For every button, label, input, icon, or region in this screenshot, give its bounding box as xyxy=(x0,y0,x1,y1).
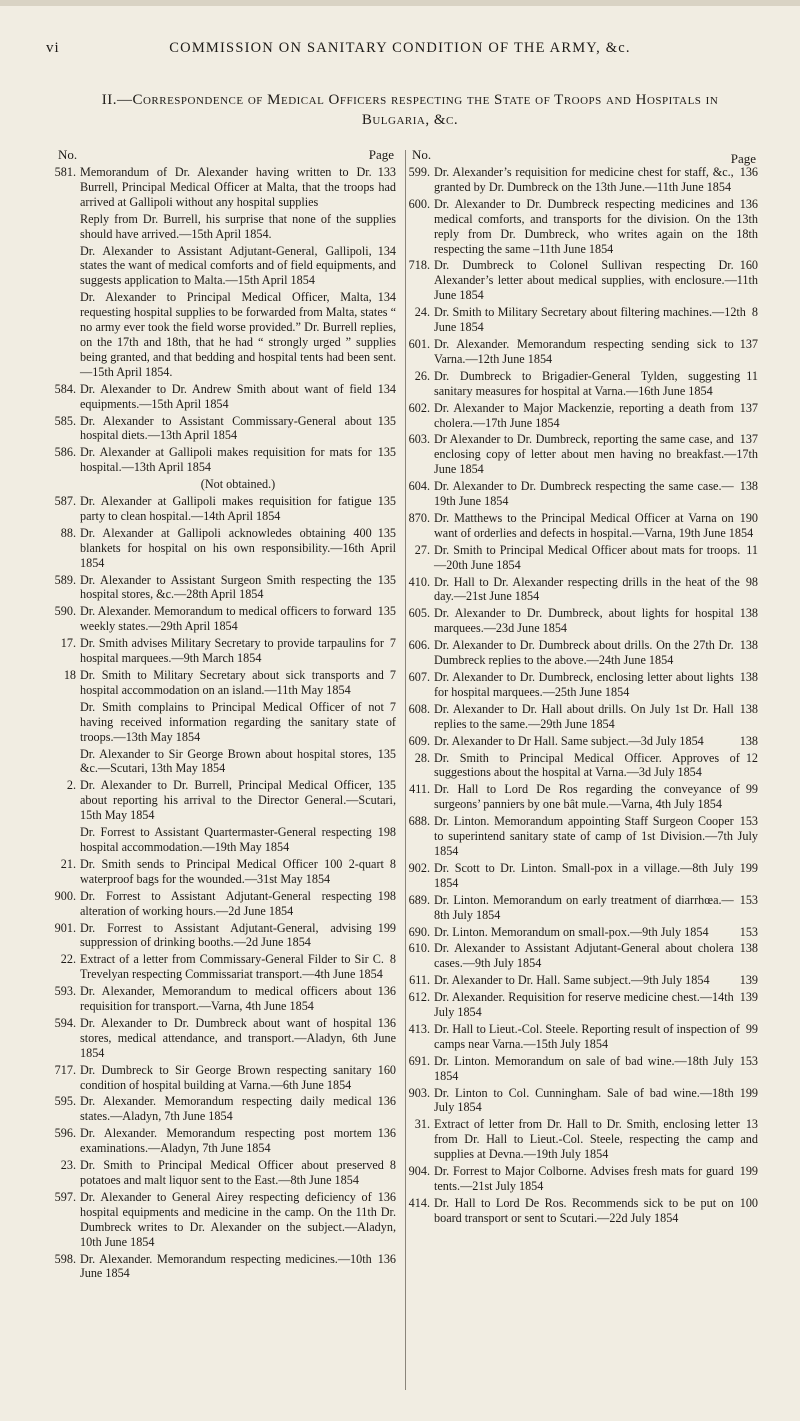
index-entry xyxy=(408,574,758,605)
entry-page-ref: 160 xyxy=(739,258,758,273)
entry-number: 605. xyxy=(408,606,430,621)
entry-text: Dr. Alexander at Gallipoli makes requisition for fatigue party to clean hospital.—14th April 1854 xyxy=(80,494,372,523)
entry-number: 587. xyxy=(54,494,76,509)
entry-text: Dr. Alexander. Requisition for reserve medicine chest.—14th July 1854 xyxy=(434,990,734,1020)
entry-text: Dr. Alexander to Sir George Brown about hospital stores, &c.—Scutari, 13th May 1854 xyxy=(80,746,372,776)
section-title-line1: II.—Correspondence of Medical Officers respecting the State of Troops and Hospitals in xyxy=(101,92,719,108)
page-edge xyxy=(0,0,800,6)
index-entry xyxy=(408,638,758,668)
index-entry xyxy=(54,165,396,210)
entry-number: 26. xyxy=(414,368,430,383)
index-entry xyxy=(408,400,758,431)
entry-number: 590. xyxy=(54,604,76,619)
entry-page-ref: 137 xyxy=(739,400,758,415)
entry-page-ref: 139 xyxy=(739,990,758,1005)
index-entry xyxy=(54,494,396,524)
entry-text: Dr. Alexander to Assistant Commissary-General about hospital diets.—13th April 1854 xyxy=(80,413,372,443)
entry-page-ref: 136 xyxy=(377,1126,396,1141)
index-entry xyxy=(408,924,758,940)
index-entry xyxy=(58,526,396,571)
entry-page-ref: 135 xyxy=(377,604,396,619)
entry-page-ref: 153 xyxy=(739,892,758,907)
entry-page-ref: 138 xyxy=(739,941,758,956)
entry-text: Dr. Linton. Memorandum on early treatment of diarrhœa.—8th July 1854 xyxy=(434,892,734,922)
entry-number: 611. xyxy=(409,973,430,988)
index-entry xyxy=(58,700,396,745)
entry-page-ref: 199 xyxy=(739,1085,758,1100)
entry-text: Dr. Forrest to Major Colborne. Advises fresh mats for guard tents.—21st July 1854 xyxy=(434,1164,734,1193)
index-entry xyxy=(54,888,396,919)
entry-page-ref: 137 xyxy=(739,336,758,351)
entry-number: 606. xyxy=(408,638,430,653)
entry-number: 594. xyxy=(54,1015,76,1030)
entry-text: Dr. Hall to Lord De Ros. Recommends sick to be put on board transport or sent to Scutari.—22d July 1854 xyxy=(434,1195,734,1225)
entry-page-ref: 138 xyxy=(739,479,758,494)
entry-page-ref: 138 xyxy=(739,701,758,716)
entry-text: Dr. Linton. Memorandum on small-pox.—9th July 1854 xyxy=(434,924,709,939)
entry-number: 604. xyxy=(408,479,430,494)
entry-number: 411. xyxy=(409,782,430,797)
entry-text: Dr. Alexander to Dr. Dumbreck respecting the same case.—19th June 1854 xyxy=(434,479,734,509)
entry-text: Dr. Alexander to Dr. Andrew Smith about want of field equipments.—15th April 1854 xyxy=(80,381,372,411)
entry-page-ref: 11 xyxy=(746,542,758,557)
index-entry xyxy=(412,751,758,781)
entry-number: 717. xyxy=(54,1062,76,1077)
entry-number: 902. xyxy=(408,860,430,875)
index-entry xyxy=(54,1251,396,1282)
index-entry xyxy=(54,604,396,634)
entry-number: 31. xyxy=(414,1117,430,1132)
index-entry xyxy=(409,782,758,812)
column-divider xyxy=(405,150,406,1390)
entry-text: Dr. Smith to Military Secretary about sick transports and hospital accommodation on an island.—11th May 1854 xyxy=(80,668,384,697)
entry-text: Dr. Alexander, Memorandum to medical officers about requisition for transport.—Varna, 4th June 1854 xyxy=(80,984,372,1014)
index-entry xyxy=(58,778,396,823)
entry-number: 901. xyxy=(54,920,76,935)
entry-text: Dr. Linton. Memorandum on sale of bad wine.—18th July 1854 xyxy=(434,1053,734,1083)
entry-text: Dr. Dumbreck to Colonel Sullivan respecting Dr. Alexander’s letter about medical supplies, with enclosure.—11th June 1854 xyxy=(434,258,758,303)
entry-text: Dr. Smith to Principal Medical Officer about mats for troops.—20th June 1854 xyxy=(434,542,741,572)
entry-number: 413. xyxy=(408,1021,430,1036)
index-entry xyxy=(54,381,396,412)
index-entry xyxy=(58,290,396,379)
entry-page-ref: 7 xyxy=(389,636,396,651)
index-entry xyxy=(408,1164,758,1194)
entry-page-ref: 134 xyxy=(377,243,396,258)
entry-number: 581. xyxy=(54,165,76,179)
entry-text: Dr. Forrest to Assistant Adjutant-General respecting alteration of working hours.—2d June 1854 xyxy=(80,888,372,918)
entry-number: 410. xyxy=(408,574,430,589)
entry-text: Dr. Alexander. Memorandum respecting daily medical states.—Aladyn, 7th June 1854 xyxy=(80,1094,372,1124)
entry-page-ref: 198 xyxy=(377,825,396,840)
index-entry xyxy=(408,670,758,700)
entry-number: 603. xyxy=(408,432,430,447)
running-title: COMMISSION ON SANITARY CONDITION OF THE ARMY, &c. xyxy=(169,40,631,56)
entry-text: Dr. Alexander to Dr. Hall. Same subject.—9th July 1854 xyxy=(434,973,710,988)
index-entry xyxy=(408,1021,758,1052)
page-label: Page xyxy=(730,151,756,166)
index-entry xyxy=(54,984,396,1014)
entry-number: 589. xyxy=(54,572,76,587)
entry-text: Dr. Linton to Col. Cunningham. Sale of bad wine.—18th July 1854 xyxy=(434,1085,734,1115)
entry-number: 688. xyxy=(408,814,430,829)
entry-text: Dr. Alexander at Gallipoli makes requisition for mats for hospital.—13th April 1854 xyxy=(80,445,372,475)
entry-number: 24. xyxy=(414,305,430,320)
entry-page-ref: 136 xyxy=(377,1251,396,1266)
index-entry xyxy=(408,479,758,509)
right-column xyxy=(408,147,758,1228)
entry-number: 610. xyxy=(408,941,430,956)
index-entry xyxy=(408,814,758,859)
entry-page-ref: 137 xyxy=(739,432,758,447)
entry-page-ref: 138 xyxy=(739,670,758,684)
entry-number: 18 xyxy=(63,668,76,682)
index-entry xyxy=(58,747,396,777)
entry-number: 903. xyxy=(408,1085,430,1100)
entry-page-ref: 136 xyxy=(739,196,758,211)
entry-text: Dr. Alexander to Dr. Dumbreck about want of hospital stores, medical attendance, and transport.—Aladyn, 6th June 1854 xyxy=(80,1015,396,1060)
no-label: No. xyxy=(412,147,432,162)
index-entry xyxy=(58,825,396,855)
index-entry xyxy=(408,432,758,477)
entry-number: 607. xyxy=(408,670,430,684)
entry-number: 690. xyxy=(408,924,430,939)
entry-page-ref: 135 xyxy=(377,778,396,793)
entry-number: 17. xyxy=(60,636,76,651)
entry-number: 900. xyxy=(54,888,76,903)
index-entry xyxy=(408,1053,758,1084)
entry-number: 593. xyxy=(54,984,76,999)
entry-text: Dr. Alexander at Gallipoli acknowledes obtaining 400 blankets for hospital on his own responsibility.—16th April 1854 xyxy=(80,525,396,570)
entry-page-ref: 160 xyxy=(377,1062,396,1077)
entry-page-ref: 139 xyxy=(739,973,758,988)
entry-page-ref: 153 xyxy=(739,814,758,829)
entry-number: 28. xyxy=(414,750,430,765)
entry-text: Dr. Alexander to Dr. Burrell, Principal Medical Officer, about reporting his arrival to the Director General.—Scutari, 15th May 1854 xyxy=(80,778,396,823)
entry-number: 23. xyxy=(60,1158,76,1173)
entry-number: 27. xyxy=(414,542,430,557)
entry-text: Dr. Alexander. Memorandum respecting medicines.—10th June 1854 xyxy=(80,1251,372,1281)
index-entry xyxy=(58,477,396,492)
entry-page-ref: 7 xyxy=(389,699,396,714)
entry-page-ref: 153 xyxy=(739,1053,758,1068)
index-entry xyxy=(54,1189,396,1250)
entry-page-ref: 135 xyxy=(377,572,396,587)
entry-page-ref: 198 xyxy=(377,888,396,903)
entry-number: 612. xyxy=(408,990,430,1005)
index-entry xyxy=(54,1126,396,1156)
index-entry xyxy=(58,668,396,698)
entry-page-ref: 98 xyxy=(745,574,758,589)
entry-text: Dr. Alexander. Memorandum respecting post mortem examinations.—Aladyn, 7th June 1854 xyxy=(80,1126,372,1156)
entry-number: 596. xyxy=(54,1126,76,1141)
section-title xyxy=(60,90,760,130)
entry-text: Dr. Alexander to Assistant Surgeon Smith respecting the hospital stores, &c.—28th April 1854 xyxy=(80,572,372,602)
entry-text: Dr. Smith to Principal Medical Officer about preserved potatoes and malt liquor sent to the East.—8th June 1854 xyxy=(80,1158,384,1187)
index-entry xyxy=(408,892,758,923)
entry-page-ref: 136 xyxy=(377,1015,396,1030)
entry-text: Dr. Alexander to Dr. Dumbreck about drills. On the 27th Dr. Dumbreck replies to the above.—24th June 1854 xyxy=(434,638,734,668)
entry-page-ref: 8 xyxy=(389,856,396,871)
entry-text: Dr. Hall to Dr. Alexander respecting drills in the heat of the day.—21st June 1854 xyxy=(434,574,740,604)
right-column-header xyxy=(412,147,758,166)
index-entry xyxy=(54,445,396,475)
page-label: Page xyxy=(368,147,394,162)
index-entry xyxy=(412,369,758,399)
entry-page-ref: 7 xyxy=(389,668,396,682)
index-entry xyxy=(408,941,758,971)
entry-page-ref: 138 xyxy=(739,638,758,653)
entry-page-ref: 133 xyxy=(377,165,396,179)
entry-text: Dr. Alexander to Dr Hall. Same subject.—3d July 1854 xyxy=(434,733,704,748)
entry-text: Dr. Alexander. Memorandum respecting sending sick to Varna.—12th June 1854 xyxy=(434,336,734,366)
entry-text: Dr. Alexander to Dr. Dumbreck, about lights for hospital marquees.—23d June 1854 xyxy=(434,606,734,636)
entry-page-ref: 135 xyxy=(377,494,396,509)
index-entry xyxy=(408,165,758,195)
entry-text: Dr. Dumbreck to Brigadier-General Tylden, suggesting sanitary measures for hospital at Varna.—16th June 1854 xyxy=(434,368,741,398)
entry-text: Dr. Dumbreck to Sir George Brown respecting sanitary condition of hospital building at Varna.—6th June 1854 xyxy=(80,1062,372,1092)
entry-number: 609. xyxy=(408,733,430,748)
entry-number: 2. xyxy=(66,778,76,793)
entry-page-ref: 134 xyxy=(377,290,396,305)
entry-number: 599. xyxy=(408,165,430,179)
index-entry xyxy=(408,860,758,891)
entry-text: Dr. Smith to Military Secretary about filtering machines.—12th June 1854 xyxy=(434,305,746,335)
entry-text: Dr Alexander to Dr. Dumbreck, reporting the same case, and enclosing copy of letter about men having no breakfast.—17th June 1854 xyxy=(434,432,758,477)
entry-text: Reply from Dr. Burrell, his surprise that none of the supplies should have arrived.—15th April 1854. xyxy=(80,211,396,241)
page-numeral: vi xyxy=(46,40,60,56)
left-column xyxy=(54,147,396,1283)
entry-text: Dr. Smith complains to Principal Medical Officer of not having received information regarding the sanitary state of troops.—13th May 1854 xyxy=(80,699,396,744)
index-entry xyxy=(408,990,758,1020)
index-entry xyxy=(408,606,758,636)
entry-page-ref: 8 xyxy=(389,952,396,967)
entry-number: 608. xyxy=(408,701,430,716)
entry-text: Dr. Alexander to Assistant Adjutant-General, Gallipoli, states the want of medical comforts and of field equipments, and suggests application to Malta.—15th April 1854 xyxy=(80,243,396,288)
entry-text: Dr. Scott to Dr. Linton. Small-pox in a village.—8th July 1854 xyxy=(434,860,734,890)
entry-page-ref: 138 xyxy=(739,606,758,621)
entry-number: 88. xyxy=(60,525,76,540)
entry-page-ref: 136 xyxy=(377,1189,396,1204)
index-entry xyxy=(54,920,396,951)
index-entry xyxy=(58,857,396,887)
entry-number: 22. xyxy=(60,952,76,967)
entry-text: Dr. Alexander. Memorandum to medical officers to forward weekly states.—29th April 1854 xyxy=(80,604,372,634)
entry-page-ref: 8 xyxy=(389,1158,396,1173)
index-entry xyxy=(54,1094,396,1124)
index-entry xyxy=(408,196,758,257)
entry-text: Dr. Alexander to Major Mackenzie, reporting a death from cholera.—17th June 1854 xyxy=(434,400,734,430)
entry-number: 904. xyxy=(408,1164,430,1179)
entry-text: Dr. Alexander to Assistant Adjutant-General about cholera cases.—9th July 1854 xyxy=(434,941,734,971)
entry-page-ref: 100 xyxy=(739,1195,758,1210)
entry-page-ref: 199 xyxy=(377,920,396,935)
index-entry xyxy=(408,258,758,303)
index-entry xyxy=(408,701,758,732)
entry-number: 600. xyxy=(408,196,430,211)
entry-page-ref: 135 xyxy=(377,445,396,460)
entry-page-ref: 136 xyxy=(377,984,396,999)
entry-text: Dr. Alexander to Dr. Hall about drills. On July 1st Dr. Hall replies to the same.—29th June 1854 xyxy=(434,701,734,731)
index-entry xyxy=(408,733,758,749)
entry-number: 598. xyxy=(54,1251,76,1266)
index-entry xyxy=(58,244,396,289)
entry-text: Dr. Linton. Memorandum appointing Staff Surgeon Cooper to superintend sanitary state of camp of 1st Division.—7th July 1854 xyxy=(434,814,758,858)
entry-number: 870. xyxy=(408,510,430,525)
entry-text: Extract of a letter from Commissary-General Filder to Sir C. Trevelyan respecting Commissariat transport.—4th June 1854 xyxy=(80,952,384,982)
entry-number: 21. xyxy=(60,856,76,871)
entry-page-ref: 199 xyxy=(739,860,758,875)
entry-number: 595. xyxy=(54,1094,76,1109)
entry-page-ref: 136 xyxy=(739,165,758,179)
entry-page-ref: 138 xyxy=(739,733,758,748)
entry-text: Extract of letter from Dr. Hall to Dr. Smith, enclosing letter from Dr. Hall to Lieut.-Col. Steele, respecting the camp and supplies at Devna.—19th July 1854 xyxy=(434,1117,758,1162)
entry-page-ref: 12 xyxy=(745,750,758,765)
entry-text: Dr. Alexander to General Airey respecting deficiency of hospital equipments and medicine in the camp. On the 11th Dr. Dumbreck writes to Dr. Alexander on the subject.—Aladyn, 10th June 1854 xyxy=(80,1189,396,1249)
entry-number: 586. xyxy=(54,445,76,460)
entry-page-ref: 199 xyxy=(739,1164,758,1179)
index-entry xyxy=(412,305,758,335)
index-entry xyxy=(58,1158,396,1188)
entry-page-ref: 13 xyxy=(745,1117,758,1132)
entry-page-ref: 8 xyxy=(751,305,758,320)
entry-text: Dr. Smith to Principal Medical Officer. Approves of suggestions about the hospital at Varna.—3d July 1854 xyxy=(434,750,740,780)
entry-text: Dr. Smith sends to Principal Medical Officer 100 2-quart waterproof bags for the wounded.—31st May 1854 xyxy=(80,856,384,886)
entry-number: 584. xyxy=(54,381,76,396)
index-entry xyxy=(412,1117,758,1162)
entry-page-ref: 136 xyxy=(377,1094,396,1109)
entry-number: 602. xyxy=(408,400,430,415)
index-entry xyxy=(54,572,396,603)
entry-page-ref: 135 xyxy=(377,525,396,540)
entry-number: 601. xyxy=(408,336,430,351)
index-entry xyxy=(58,212,396,242)
entry-text: Memorandum of Dr. Alexander having written to Dr. Burrell, Principal Medical Officer at Malta, that the troops had arrived at Gallipoli without any hospital supplies xyxy=(80,165,396,209)
entry-page-ref: 153 xyxy=(739,924,758,939)
entry-text: Dr. Smith advises Military Secretary to provide tarpaulins for hospital marquees.—9th March 1854 xyxy=(80,636,384,666)
entry-text: Dr. Hall to Lord De Ros regarding the conveyance of surgeons’ panniers by one bât mule.—Varna, 4th July 1854 xyxy=(434,782,740,812)
entry-page-ref: 135 xyxy=(377,746,396,761)
entry-number: 597. xyxy=(54,1189,76,1204)
entry-number: 414. xyxy=(408,1195,430,1210)
index-entry xyxy=(54,413,396,444)
entry-page-ref: 135 xyxy=(377,413,396,428)
entry-text: Dr. Alexander to Principal Medical Officer, Malta, requesting hospital supplies to be forwarded from Malta, states “ no army ever took the field worse provided.” Dr. Burrell replies, on the 17th and 18th, that he had “ strongly urged ” supplies being granted, and that bedding and hospital tents had been sent.—15th April 1854. xyxy=(80,290,396,379)
entry-text: Dr. Matthews to the Principal Medical Officer at Varna on want of orderlies and defects in hospital.—Varna, 19th June 1854 xyxy=(434,510,754,540)
entry-page-ref: 99 xyxy=(745,782,758,797)
section-title-line2: Bulgaria, &c. xyxy=(361,112,459,128)
index-entry xyxy=(58,636,396,666)
index-entry xyxy=(54,1062,396,1093)
entry-text: Dr. Alexander’s requisition for medicine chest for staff, &c., granted by Dr. Dumbreck on the 13th June.—11th June 1854 xyxy=(434,165,734,194)
index-entry xyxy=(409,973,758,988)
index-entry xyxy=(408,1085,758,1116)
no-label: No. xyxy=(58,147,78,162)
index-entry xyxy=(408,336,758,367)
entry-page-ref: 99 xyxy=(745,1021,758,1036)
entry-text: Dr. Alexander to Dr. Dumbreck, enclosing letter about lights for hospital marquees.—25th June 1854 xyxy=(434,670,734,699)
entry-number: 689. xyxy=(408,892,430,907)
running-head xyxy=(0,40,800,64)
index-entry xyxy=(58,952,396,982)
entry-text: Dr. Hall to Lieut.-Col. Steele. Reporting result of inspection of camps near Varna.—15th July 1854 xyxy=(434,1021,740,1051)
entry-page-ref: 134 xyxy=(377,381,396,396)
index-entry xyxy=(54,1015,396,1061)
entry-text: Dr. Forrest to Assistant Quartermaster-General respecting hospital accommodation.—19th May 1854 xyxy=(80,825,372,854)
entry-text: Dr. Forrest to Assistant Adjutant-General, advising suppression of drinking booths.—2d June 1854 xyxy=(80,920,372,950)
entry-page-ref: 190 xyxy=(739,510,758,525)
entry-page-ref: 11 xyxy=(746,368,758,383)
entry-text: (Not obtained.) xyxy=(200,477,276,492)
index-entry xyxy=(412,543,758,573)
entry-number: 585. xyxy=(54,413,76,428)
left-column-header xyxy=(58,147,396,163)
entry-number: 718. xyxy=(408,258,430,273)
index-entry xyxy=(408,1195,758,1226)
entry-number: 691. xyxy=(408,1053,430,1068)
index-entry xyxy=(408,510,758,541)
entry-text: Dr. Alexander to Dr. Dumbreck respecting medicines and medical comforts, and transports for the division. On the 13th reply from Dr. Dumbreck, who writes again on the 18th respecting the same –11th June 1854 xyxy=(434,196,758,256)
